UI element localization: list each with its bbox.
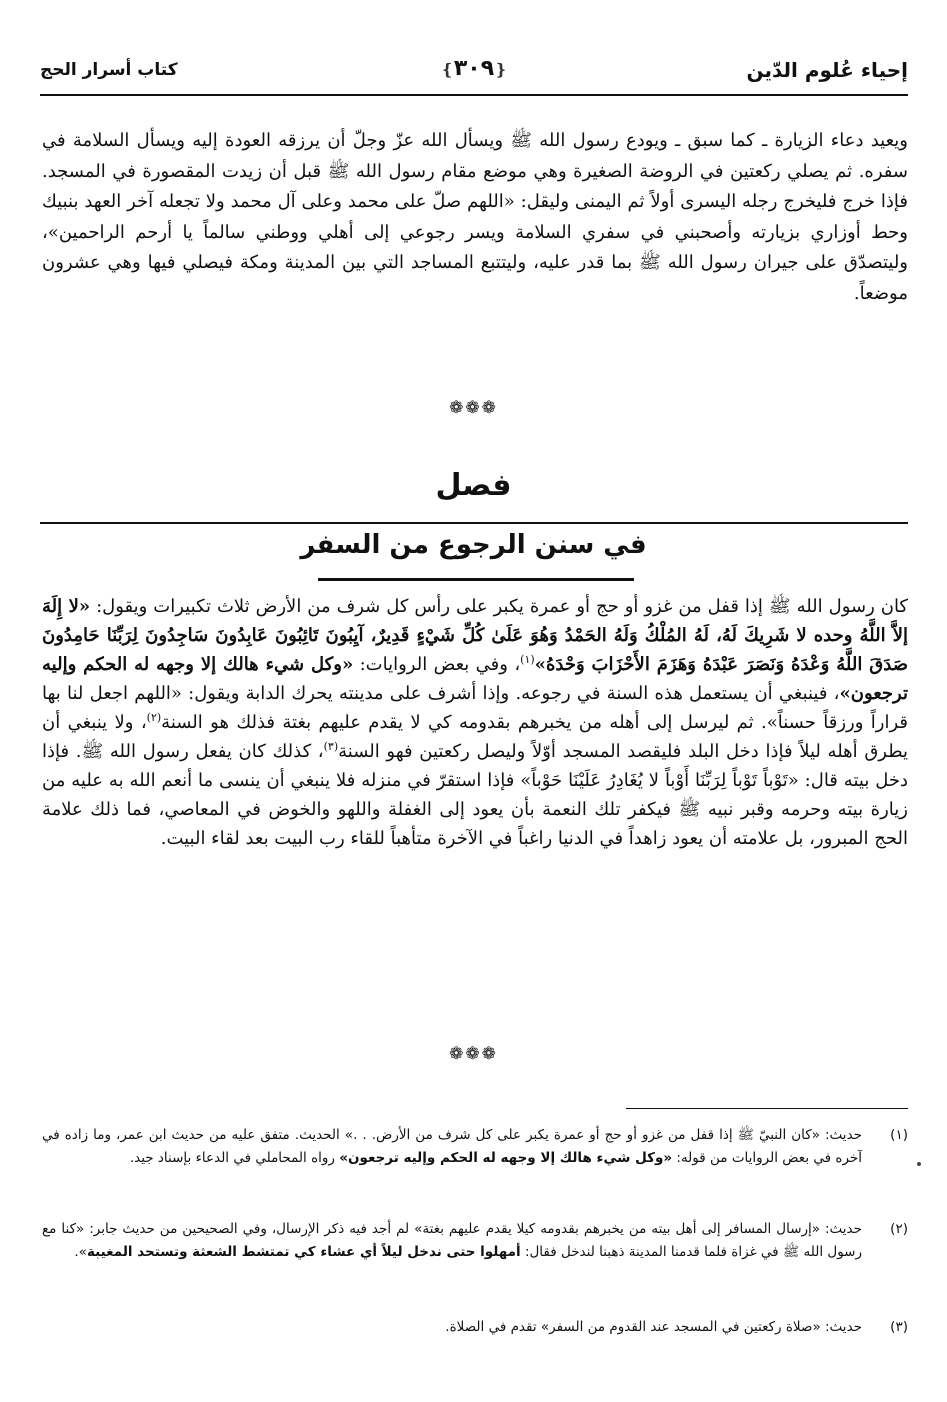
footnote-body (42, 1218, 862, 1264)
footnote-marker: (٢) (146, 711, 162, 724)
text-run: ، فينبغي أن يستعمل هذه السنة في رجوعه. وإذا أشرف على مدينته يحرك الدابة ويقول: «اللهم اجعل لنا بها قراراً ورزقاً حسناً». ثم ليرسل إلى أهله من يخبرهم بقدومه كي لا يقدم عليهم بغتة فذلك هو السنة (42, 683, 908, 733)
bold-quote: «وكل شيء هالك إلا وجهه له الحكم وإليه ترجعون» (42, 654, 908, 704)
footnote-number: (٣) (890, 1319, 908, 1335)
footnote-number: (١) (890, 1127, 908, 1143)
section-divider (40, 522, 908, 524)
book-title: إحياء عُلوم الدّين (746, 58, 908, 82)
section-subtitle: في سنن الرجوع من السفر (300, 530, 647, 560)
bold-quote: «لا إِلَهَ إلاَّ اللَّهُ وحده لا شَرِيكَ لَهُ، لَهُ المُلْكُ وَلَهُ الحَمْدُ وَهُوَ عَلَىٰ كُلِّ شَيْءٍ قَدِيرٌ، آيِبُونَ تَائِبُونَ عَابِدُونَ سَاجِدُونَ لِرَبِّنَا حَامِدُونَ صَدَقَ اللَّهُ وَعْدَهُ وَنَصَرَ عَبْدَهُ وَهَزَمَ الأَحْزَابَ وَحْدَهُ» (42, 596, 908, 675)
footnote-bold-text: أمهلوا حتى ندخل ليلاً أي عشاء كي تمتشط الشعثة وتستحد المغيبة (86, 1244, 521, 1260)
footnote-marker: (٣) (323, 740, 339, 753)
ornament-icon: ❵ (440, 60, 454, 79)
footnote-text: حديث: «كان النبيّ ﷺ إذا قفل من غزو أو حج أو عمرة يكبر على كل شرف من الأرض. . .» الحديث. متفق عليه من حديث ابن عمر، وما زاده في آخره في بعض الروايات من قوله: (42, 1127, 862, 1166)
footnote-marker: (١) (520, 653, 535, 666)
footnote (42, 1218, 908, 1264)
section-separator: ❁❁❁ (449, 398, 498, 418)
footnote-text: ». (74, 1244, 87, 1260)
footnote-body (42, 1316, 862, 1339)
subtitle-underline (318, 578, 634, 581)
text-run: ، وفي بعض الروايات: (353, 654, 521, 675)
ornament-icon: ❴ (494, 60, 508, 79)
page-number: ٣٠٩ (453, 56, 495, 81)
main-paragraph (42, 592, 908, 853)
intro-paragraph: ويعيد دعاء الزيارة ـ كما سبق ـ ويودع رسول الله ﷺ ويسأل الله عزّ وجلّ أن يرزقه العودة إليه ويسأل السلامة في سفره. ثم يصلي ركعتين في الروضة الصغيرة وهي موضع مقام رسول الله ﷺ قبل أن زيدت المقصورة في المسجد. فإذا خرج فليخرج رجله اليسرى أولاً ثم اليمنى وليقل: «اللهم صلّ على محمد وعلى آل محمد ولا تجعله آخر العهد بنبيك وحط أوزاري بزيارته وأصحبني في سفري السلامة ويسر رجوعي إلى أهلي ووطني سالماً يا أرحم الراحمين»، وليتصدّق على جيران رسول الله ﷺ بما قدر عليه، وليتتبع المساجد التي بين المدينة ومكة فيصلي فيها وهي عشرون موضعاً. (42, 130, 908, 304)
footnote-number: (٢) (890, 1221, 908, 1237)
section-heading: فصل (435, 468, 512, 503)
footnote-text: رواه المحاملي في الدعاء بإسناد جيد. (129, 1150, 340, 1166)
footnote-text: حديث: «صلاة ركعتين في المسجد عند القدوم من السفر» تقدم في الصلاة. (445, 1319, 862, 1335)
page-number-block (440, 56, 507, 81)
text-run: ، ولا ينبغي أن يطرق أهله ليلاً فإذا دخل البلد فليقصد المسجد أوّلاً وليصل ركعتين فهو السنة (42, 712, 908, 762)
footnote-body (42, 1124, 862, 1170)
footnote-text: حديث: «إرسال المسافر إلى أهل بيته من يخبرهم بقدومه كيلا يقدم عليهم بغتة» لم أجد فيه ذكر الإرسال، وفي الصحيحين من حديث جابر: «كنا مع رسول الله ﷺ في غزاة فلما قدمنا المدينة ذهبنا لندخل فقال: (42, 1221, 862, 1260)
page-header (40, 54, 908, 94)
margin-mark (917, 1162, 921, 1166)
footnote (42, 1316, 908, 1339)
section-separator: ❁❁❁ (449, 1044, 498, 1064)
text-run: كان رسول الله ﷺ إذا قفل من غزو أو حج أو عمرة يكبر على رأس كل شرف من الأرض ثلاث تكبيرات ويقول: (90, 596, 908, 617)
header-divider (40, 94, 908, 96)
footnote (42, 1124, 908, 1170)
footnote-bold-text: «وكل شيء هالك إلا وجهه له الحكم وإليه ترجعون» (339, 1150, 673, 1166)
text-run: ، كذلك كان يفعل رسول الله ﷺ. فإذا دخل بيته قال: «تَوْباً تَوْباً لِرَبِّنَا أَوْباً لا يُغَادِرُ عَلَيْنَا حَوْباً» فإذا استقرّ في منزله فلا ينبغي أن ينسى ما أنعم الله به عليه من زيارة بيته وحرمه وقبر نبيه ﷺ فيكفر تلك النعمة بأن يعود إلى الغفلة واللهو والخوض في المعاصي، فما ذلك علامة الحج المبرور، بل علامته أن يعود زاهداً في الدنيا راغباً في الآخرة متأهباً للقاء رب البيت بعد لقاء البيت. (42, 741, 908, 849)
chapter-title: كتاب أسرار الحج (40, 60, 178, 80)
footnote-divider (626, 1108, 908, 1109)
